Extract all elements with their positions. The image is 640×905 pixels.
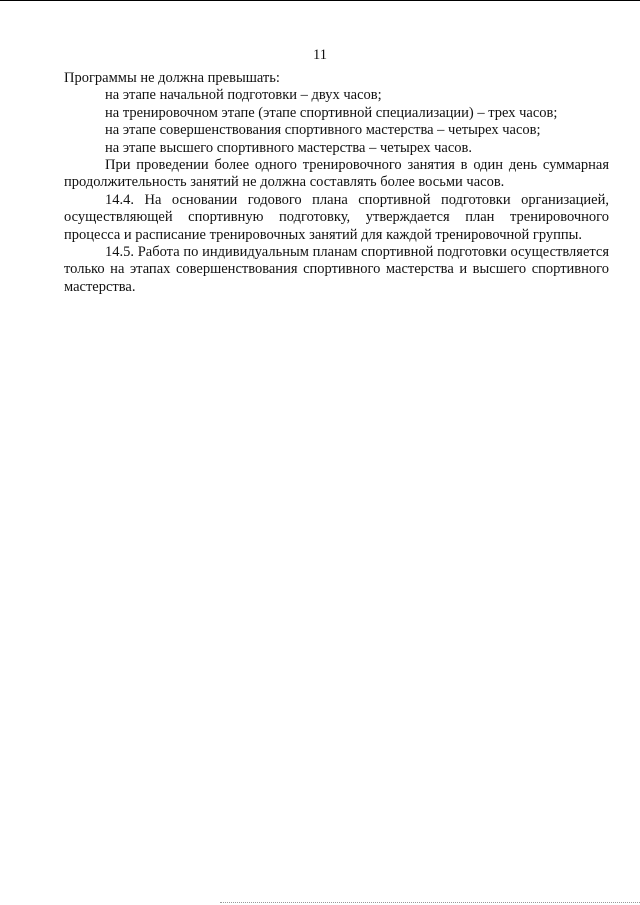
paragraph-programs-intro: Программы не должна превышать: [64, 70, 280, 86]
list-item-initial-stage: на этапе начальной подготовки – двух часов; [105, 87, 382, 104]
bottom-scan-edge [220, 902, 640, 903]
document-body [64, 70, 609, 296]
paragraph-multiple-sessions: При проведении более одного тренировочного занятия в один день суммарная продолжительность занятий не должна составлять более восьми часов. [64, 157, 609, 191]
page-number: 11 [313, 47, 327, 63]
paragraph-14-5: 14.5. Работа по индивидуальным планам спортивной подготовки осуществляется только на этапах совершенствования спортивного мастерства и высшего спортивного мастерства. [64, 244, 609, 295]
list-item-highest-stage: на этапе высшего спортивного мастерства – четырех часов. [105, 139, 473, 156]
list-item-improvement-stage: на этапе совершенствования спортивного мастерства – четырех часов; [105, 122, 541, 139]
list-item-training-stage: на тренировочном этапе (этапе спортивной специализации) – трех часов; [105, 104, 558, 121]
paragraph-14-4: 14.4. На основании годового плана спортивной подготовки организацией, осуществляющей спортивную подготовку, утверждается план тренировочного процесса и расписание тренировочных занятий для каждой тренировочной группы. [64, 191, 609, 243]
